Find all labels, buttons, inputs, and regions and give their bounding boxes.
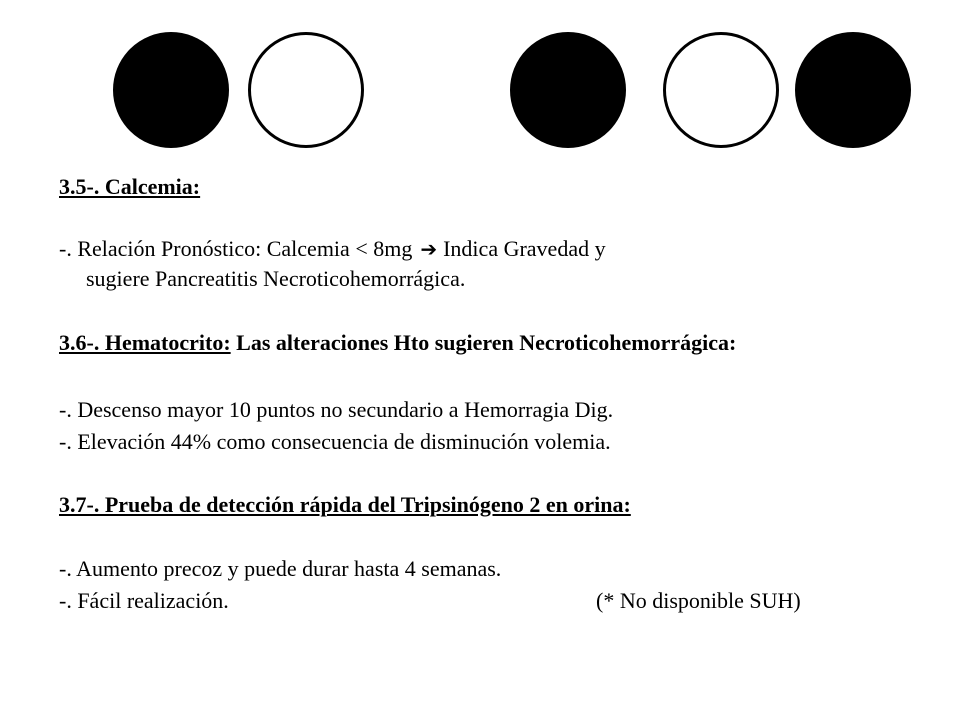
filled-circle-1 <box>113 32 229 148</box>
tripsinogeno-item-2: -. Fácil realización. <box>59 588 229 613</box>
empty-circle-2 <box>663 32 779 148</box>
calcemia-suggests-line: sugiere Pancreatitis Necroticohemorrágica. <box>86 266 466 291</box>
tripsinogeno-item-1: -. Aumento precoz y puede durar hasta 4 semanas. <box>59 556 502 581</box>
filled-circle-3 <box>795 32 911 148</box>
hematocrito-heading-line <box>59 330 736 356</box>
hematocrito-item-1: -. Descenso mayor 10 puntos no secundario a Hemorragia Dig. <box>59 397 614 422</box>
filled-circle-2 <box>510 32 626 148</box>
availability-note: (* No disponible SUH) <box>596 588 801 613</box>
arrow-right-icon: ➔ <box>420 237 438 261</box>
calcemia-prognosis-text: -. Relación Pronóstico: Calcemia < 8mg <box>59 236 413 261</box>
hematocrito-heading: 3.6-. Hematocrito: <box>59 330 231 355</box>
hematocrito-item-2: -. Elevación 44% como consecuencia de disminución volemia. <box>59 429 611 454</box>
calcemia-prognosis-line <box>59 236 606 262</box>
hematocrito-heading-rest: Las alteraciones Hto sugieren Necroticohemorrágica: <box>230 330 737 355</box>
calcemia-heading: 3.5-. Calcemia: <box>59 174 201 199</box>
tripsinogeno-heading: 3.7-. Prueba de detección rápida del Tripsinógeno 2 en orina: <box>59 492 631 517</box>
calcemia-severity-text: Indica Gravedad y <box>443 236 606 261</box>
empty-circle-1 <box>248 32 364 148</box>
